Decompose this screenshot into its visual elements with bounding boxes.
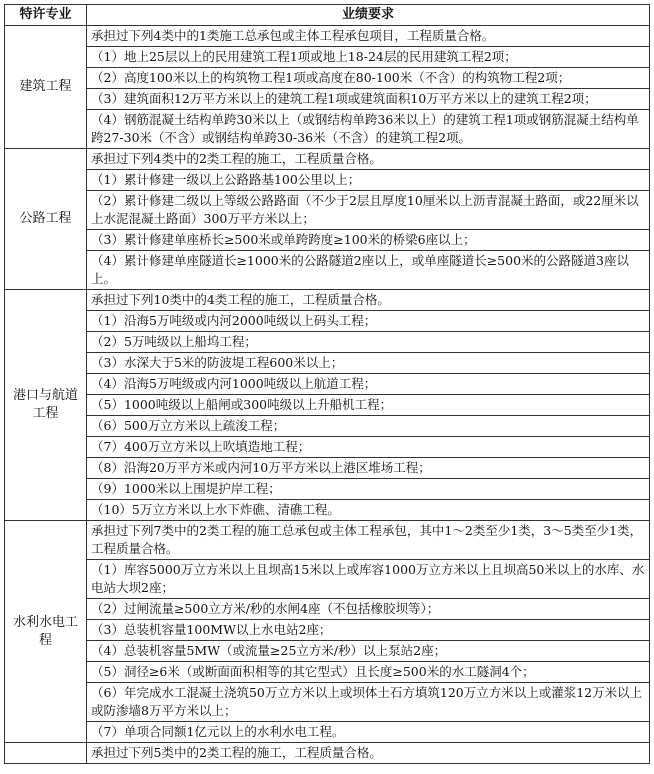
- table-row: [5, 458, 650, 479]
- requirement-item: （7）单项合同额1亿元以上的水利水电工程。: [87, 722, 650, 743]
- requirement-item: （2）高度100米以上的构筑物工程1项或高度在80-100米（不含）的构筑物工程2项；: [87, 68, 650, 89]
- table-row: [5, 89, 650, 110]
- requirement-item: （9）1000米以上围堤护岸工程；: [87, 479, 650, 500]
- requirement-item: （10）5万立方米以上水下炸礁、清礁工程。: [87, 500, 650, 521]
- table-row: [5, 170, 650, 191]
- table-row: [5, 620, 650, 641]
- table-row: [5, 191, 650, 230]
- table-row: [5, 149, 650, 170]
- requirement-item: （6）500万立方米以上疏浚工程；: [87, 416, 650, 437]
- table-row: [5, 26, 650, 47]
- requirement-item: （1）沿海5万吨级或内河2000吨级以上码头工程；: [87, 311, 650, 332]
- requirement-item: （4）钢筋混凝土结构单跨30米以上（或钢结构单跨36米以上）的建筑工程1项或钢筋混凝土结构单跨27-30米（不含）或钢结构单跨30-36米（不含）的建筑工程2项。: [87, 110, 650, 149]
- requirement-summary: 承担过下列4类中的1类施工总承包或主体工程承包项目，工程质量合格。: [87, 26, 650, 47]
- table-row: [5, 68, 650, 89]
- header-row: [5, 5, 650, 26]
- table-row: [5, 662, 650, 683]
- requirement-cell: 承担过下列5类中的2类工程的施工，工程质量合格。: [87, 743, 650, 764]
- requirement-item: （7）400万立方米以上吹填造地工程；: [87, 437, 650, 458]
- requirement-item: （3）累计修建单座桥长≥500米或单跨跨度≥100米的桥梁6座以上；: [87, 230, 650, 251]
- specialty-name: 建筑工程: [5, 26, 87, 149]
- table-row: [5, 290, 650, 311]
- table-row: [5, 560, 650, 599]
- requirement-item: （2）过闸流量≥500立方米/秒的水闸4座（不包括橡胶坝等）；: [87, 599, 650, 620]
- table-row: [5, 416, 650, 437]
- requirement-item: （3）水深大于5米的防波堤工程600米以上；: [87, 353, 650, 374]
- table-row: [5, 47, 650, 68]
- requirement-item: （8）沿海20万平方米或内河10万平方米以上港区堆场工程；: [87, 458, 650, 479]
- table-row: [5, 437, 650, 458]
- specialty-name: 水利水电工程: [5, 521, 87, 743]
- specialty-name: 港口与航道工程: [5, 290, 87, 521]
- table-row: [5, 500, 650, 521]
- requirement-item: （5）洞径≥6米（或断面面积相等的其它型式）且长度≥500米的水工隧洞4个；: [87, 662, 650, 683]
- requirement-summary: 承担过下列10类中的4类工程的施工，工程质量合格。: [87, 290, 650, 311]
- table-row: [5, 641, 650, 662]
- header-specialty: 特许专业: [5, 5, 87, 26]
- requirement-item: （6）年完成水工混凝土浇筑50万立方米以上或坝体土石方填筑120万立方米以上或灌浆12万米以上或防渗墙8万平方米以上；: [87, 683, 650, 722]
- requirement-item: （4）沿海5万吨级或内河1000吨级以上航道工程；: [87, 374, 650, 395]
- table-row: [5, 353, 650, 374]
- table-row: [5, 230, 650, 251]
- table-row: [5, 599, 650, 620]
- requirement-item: （4）总装机容量5MW（或流量≥25立方米/秒）以上泵站2座；: [87, 641, 650, 662]
- table-row: [5, 722, 650, 743]
- requirement-item: （1）库容5000万立方米以上且坝高15米以上或库容1000万立方米以上且坝高50米以上的水库、水电站大坝2座；: [87, 560, 650, 599]
- table-body: [5, 26, 650, 743]
- table-row: [5, 395, 650, 416]
- requirement-item: （3）建筑面积12万平方米以上的建筑工程1项或建筑面积10万平方米以上的建筑工程2项；: [87, 89, 650, 110]
- requirement-item: （2）5万吨级以上船坞工程；: [87, 332, 650, 353]
- requirement-summary: 承担过下列7类中的2类工程的施工总承包或主体工程承包，其中1～2类至少1类，3～5类至少1类，工程质量合格。: [87, 521, 650, 560]
- requirement-item: （1）地上25层以上的民用建筑工程1项或地上18-24层的民用建筑工程2项；: [87, 47, 650, 68]
- requirement-item: （2）累计修建二级以上等级公路路面（不少于2层且厚度10厘米以上沥青混凝土路面，或22厘米以上水泥混凝土路面）300万平方米以上；: [87, 191, 650, 230]
- table-row: [5, 479, 650, 500]
- requirement-item: （3）总装机容量100MW以上水电站2座；: [87, 620, 650, 641]
- table-row: [5, 311, 650, 332]
- table-row: [5, 743, 650, 764]
- table-row: [5, 521, 650, 560]
- specialty-name: 公路工程: [5, 149, 87, 290]
- requirement-item: （5）1000吨级以上船闸或300吨级以上升船机工程；: [87, 395, 650, 416]
- table-row: [5, 332, 650, 353]
- requirement-item: （4）累计修建单座隧道长≥1000米的公路隧道2座以上，或单座隧道长≥500米的公路隧道3座以上。: [87, 251, 650, 290]
- table-row: [5, 374, 650, 395]
- specialty-cell: [5, 743, 87, 764]
- requirement-summary: 承担过下列4类中的2类工程的施工，工程质量合格。: [87, 149, 650, 170]
- table-row: [5, 683, 650, 722]
- requirement-item: （1）累计修建一级以上公路路基100公里以上；: [87, 170, 650, 191]
- table-row: [5, 110, 650, 149]
- table-row: [5, 251, 650, 290]
- performance-requirements-table: [4, 4, 650, 764]
- header-requirements: 业绩要求: [87, 5, 650, 26]
